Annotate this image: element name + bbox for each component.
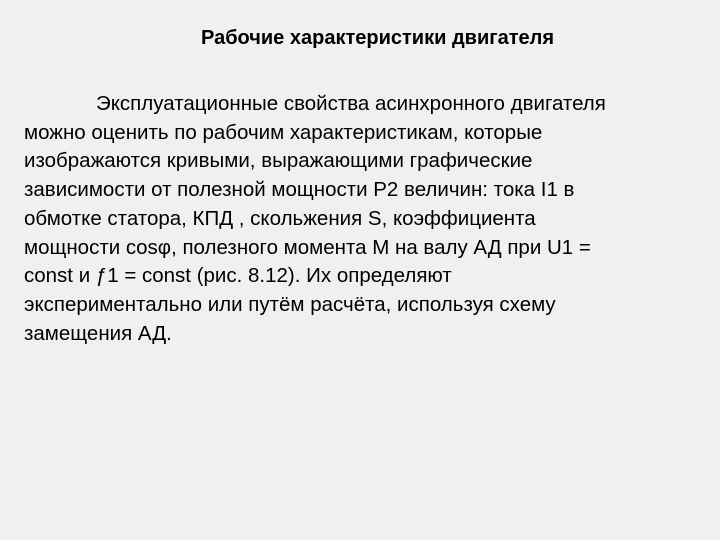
body-paragraph <box>24 90 706 348</box>
paragraph-line: экспериментально или путём расчёта, используя схему <box>24 292 556 316</box>
paragraph-line: мощности cosφ, полезного момента М на валу АД при U1 = <box>24 235 591 259</box>
paragraph-line: зависимости от полезной мощности Р2 величин: тока I1 в <box>24 178 575 202</box>
slide-title: Рабочие характеристики двигателя <box>201 27 554 49</box>
paragraph-line: изображаются кривыми, выражающими графические <box>24 149 533 173</box>
paragraph-line: замещения АД. <box>24 321 172 345</box>
paragraph-line: можно оценить по рабочим характеристикам, которые <box>24 120 543 144</box>
paragraph-line: const и ƒ1 = const (рис. 8.12). Их определяют <box>24 264 452 288</box>
paragraph-line: обмотке статора, КПД , скольжения S, коэффициента <box>24 206 536 230</box>
paragraph-line: Эксплуатационные свойства асинхронного двигателя <box>96 92 606 115</box>
